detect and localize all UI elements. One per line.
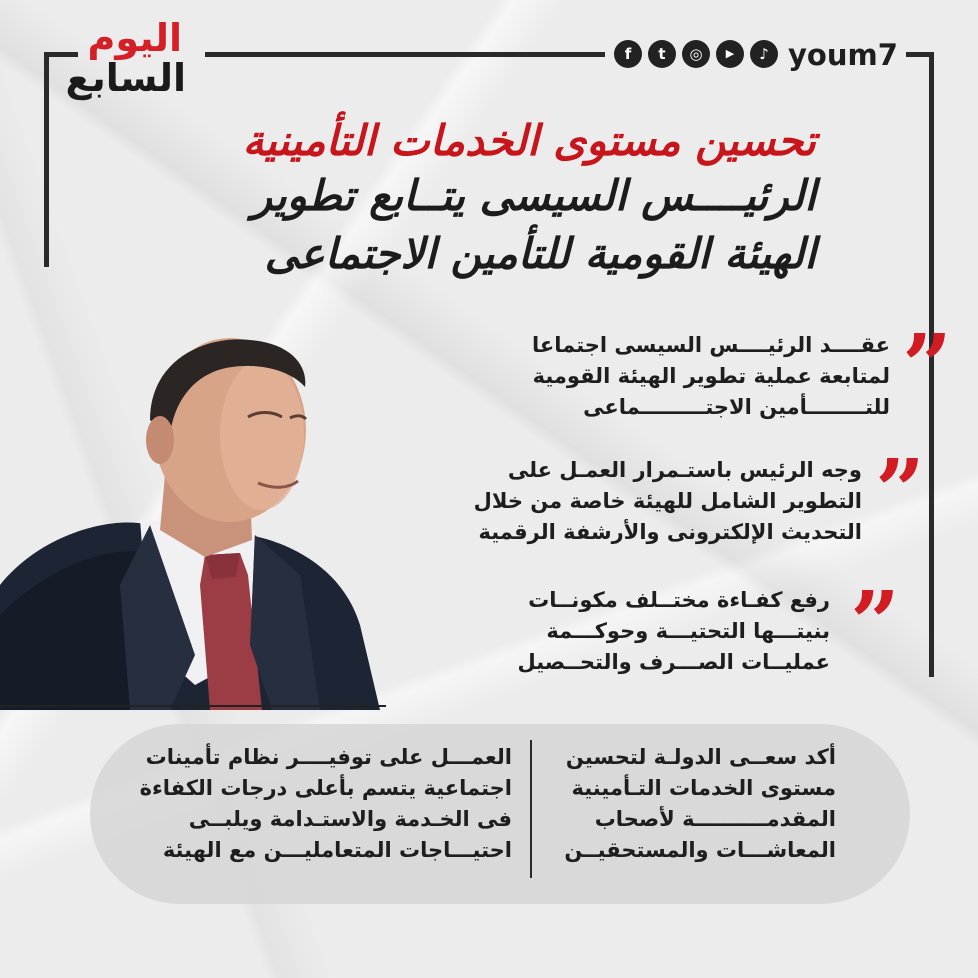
key-point-line: عقــــد الرئيــــس السيسى اجتماعا bbox=[532, 333, 890, 357]
summary-line: مستوى الخدمات التـأمينية bbox=[571, 776, 836, 800]
summary-line: اجتماعية يتسم بأعلى درجات الكفاءة bbox=[139, 776, 512, 800]
quote-icon: ” bbox=[875, 441, 925, 542]
youtube-icon[interactable]: ▶ bbox=[716, 40, 744, 68]
facebook-icon[interactable]: f bbox=[614, 40, 642, 68]
summary-line: العمـــل على توفيــــر نظام تأمينات bbox=[145, 745, 512, 769]
instagram-icon[interactable]: ◎ bbox=[682, 40, 710, 68]
summary-line: أكد سعــى الدولـة لتحسين bbox=[565, 745, 836, 769]
headline-line-2: الرئيــــس السيسى يتــابع تطوير bbox=[251, 171, 816, 220]
summary-left-column bbox=[132, 742, 512, 866]
summary-line: المقدمــــــــــة لأصحاب bbox=[594, 807, 836, 831]
key-point-2 bbox=[430, 441, 925, 548]
social-bar bbox=[612, 36, 912, 76]
quote-icon: ” bbox=[902, 316, 952, 417]
key-point-line: وجه الرئيس باستـمرار العمـل على bbox=[507, 458, 862, 482]
panel-divider bbox=[530, 740, 532, 878]
key-point-line: بنيتـــها التحتيـــة وحوكـــمة bbox=[546, 619, 830, 643]
twitter-icon[interactable]: t bbox=[648, 40, 676, 68]
key-point-line: التطوير الشامل للهيئة خاصة من خلال bbox=[473, 489, 862, 513]
portrait-baseline bbox=[0, 705, 386, 707]
tiktok-icon[interactable]: ♪ bbox=[750, 40, 778, 68]
headline-red: تحسين مستوى الخدمات التأمينية bbox=[242, 116, 816, 165]
key-point-line: لمتابعة عملية تطوير الهيئة القومية bbox=[532, 364, 890, 388]
summary-line: فى الخـدمة والاستـدامة ويلبــى bbox=[188, 807, 512, 831]
key-point-line: للتــــــــأمين الاجتـــــــــماعى bbox=[583, 395, 890, 419]
key-point-1 bbox=[430, 316, 952, 423]
key-point-line: رفع كفـاءة مختــلف مكونــات bbox=[528, 588, 830, 612]
summary-right-column bbox=[536, 742, 836, 866]
brand-name[interactable]: youm7 bbox=[788, 38, 898, 72]
key-point-line: التحديث الإلكترونى والأرشفة الرقمية bbox=[478, 520, 862, 544]
logo-line-1: اليوم bbox=[87, 16, 182, 60]
quote-icon: ” bbox=[850, 573, 900, 674]
key-point-3 bbox=[430, 573, 900, 678]
summary-line: المعاشـــات والمستحقيــن bbox=[564, 838, 836, 862]
headline-line-3: الهيئة القومية للتأمين الاجتماعى bbox=[264, 229, 816, 278]
summary-line: احتيـــاجات المتعامليـــن مع الهيئة bbox=[162, 838, 512, 862]
frame-line-left bbox=[44, 52, 49, 267]
frame-line-top bbox=[205, 52, 605, 57]
logo-line-2: السابع bbox=[65, 56, 186, 100]
youm7-logo[interactable] bbox=[65, 14, 188, 106]
key-point-line: عمليــات الصـــرف والتحــصيل bbox=[517, 650, 830, 674]
portrait-image bbox=[0, 325, 390, 710]
